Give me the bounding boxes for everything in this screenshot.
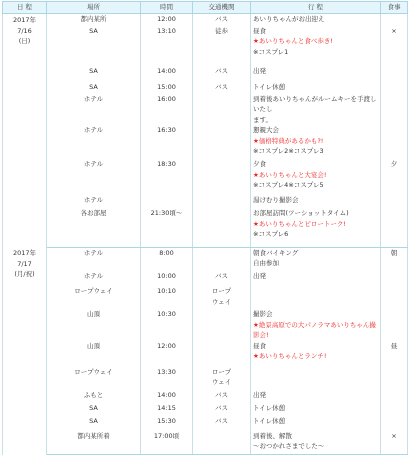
itinerary-cell: [251, 403, 381, 416]
table-row: [3, 125, 408, 159]
table-row: [3, 82, 408, 94]
table-row: [3, 208, 408, 247]
transport-cell: [193, 66, 251, 82]
time-cell: 10:30: [141, 309, 193, 341]
itinerary-cell: [251, 341, 381, 367]
transport-cell: [193, 94, 251, 126]
meal-cell: 朝: [381, 247, 408, 271]
place-cell: SA: [47, 82, 141, 94]
itinerary-cell: [251, 82, 381, 94]
time-cell: 16:00: [141, 94, 193, 126]
time-cell: 12:00: [141, 14, 193, 26]
itinerary-highlight: ★あいりちゃんとピロートーク!: [253, 219, 346, 228]
table-row: [3, 271, 408, 286]
itinerary-line: トイレ休憩: [253, 82, 286, 91]
itinerary-cell: [251, 431, 381, 455]
itinerary-line: 撮影会: [253, 310, 273, 318]
place-cell: SA: [47, 26, 141, 66]
table-row: [3, 66, 408, 82]
place-cell: 山頂: [47, 341, 141, 367]
itinerary-line: 夕食: [253, 160, 266, 168]
place-cell: SA: [47, 403, 141, 416]
itinerary-line: お部屋訪問(ツーショットタイム): [253, 209, 349, 217]
table-row: [3, 94, 408, 126]
table-row: [3, 195, 408, 208]
itinerary-line: トイレ休憩: [253, 403, 286, 412]
transport-cell: [193, 367, 251, 390]
itinerary-line: ※コスプレ2※コスプレ3: [253, 147, 324, 155]
day-date-line: 2017年: [12, 249, 37, 257]
place-cell: ロープウェイ: [47, 367, 141, 390]
meal-cell: ×: [381, 431, 408, 455]
table-row: [3, 286, 408, 309]
transport-line: バス: [215, 15, 228, 23]
transport-line: ウェイ: [211, 297, 232, 306]
transport-line: ウェイ: [211, 378, 232, 386]
transport-cell: [193, 26, 251, 66]
transport-cell: [193, 208, 251, 247]
itinerary-line: 到着後あいりちゃんがルームキーを手渡しいたし: [253, 94, 377, 113]
itinerary-line: ※コスプレ4※コスプレ5: [253, 181, 324, 189]
itinerary-cell: [251, 159, 381, 195]
itinerary-table: [2, 1, 408, 455]
table-row: [3, 367, 408, 390]
itinerary-cell: [251, 390, 381, 403]
itinerary-cell: [251, 416, 381, 431]
table-row: [3, 403, 408, 416]
header-date: 日 程: [3, 2, 47, 14]
transport-cell: [193, 416, 251, 431]
meal-cell: [381, 208, 408, 247]
transport-cell: [193, 431, 251, 455]
itinerary-cell: [251, 125, 381, 159]
meal-cell: [381, 82, 408, 94]
itinerary-cell: [251, 247, 381, 271]
time-cell: 10:00: [141, 271, 193, 286]
itinerary-line: ます。: [253, 115, 272, 124]
itinerary-highlight: ★あいりちゃんと食べ歩き!: [253, 37, 333, 45]
table-body: [3, 14, 408, 455]
header-time: 時間: [141, 2, 193, 14]
transport-cell: [193, 82, 251, 94]
meal-cell: [381, 66, 408, 82]
transport-cell: [193, 247, 251, 271]
itinerary-cell: [251, 271, 381, 286]
place-cell: SA: [47, 66, 141, 82]
day-date-line: (月/祝): [14, 270, 35, 278]
transport-cell: [193, 403, 251, 416]
time-cell: 17:00頃: [141, 431, 193, 455]
place-cell: ホテル: [47, 159, 141, 195]
time-cell: 14:00: [141, 66, 193, 82]
meal-cell: 昼: [381, 341, 408, 367]
itinerary-highlight: ★価格特典があるかも?!: [253, 136, 324, 145]
place-cell: ふもと: [47, 390, 141, 403]
meal-cell: [381, 94, 408, 126]
table-row: [3, 416, 408, 431]
itinerary-line: あいりちゃんがお出迎え: [253, 15, 325, 23]
time-cell: 18:30: [141, 159, 193, 195]
time-cell: [141, 195, 193, 208]
itinerary-line: 〜おつかれさまでした〜: [253, 442, 325, 450]
place-cell: 各お部屋: [47, 208, 141, 247]
time-cell: 14:15: [141, 403, 193, 416]
itinerary-cell: [251, 286, 381, 309]
itinerary-line: 自由参加: [253, 259, 279, 267]
itinerary-line: 懇親大会: [253, 126, 279, 134]
transport-line: ロープ: [211, 367, 232, 376]
transport-cell: [193, 341, 251, 367]
itinerary-cell: [251, 208, 381, 247]
place-cell: ホテル: [47, 125, 141, 159]
itinerary-cell: [251, 14, 381, 26]
transport-cell: [193, 309, 251, 341]
itinerary-cell: [251, 367, 381, 390]
header-itinerary: 行 程: [251, 2, 381, 14]
meal-cell: [381, 309, 408, 341]
itinerary-line: トイレ休憩: [253, 416, 286, 425]
place-cell: SA: [47, 416, 141, 431]
meal-cell: [381, 271, 408, 286]
table-row: [3, 431, 408, 455]
time-cell: 15:00: [141, 82, 193, 94]
transport-cell: [193, 390, 251, 403]
transport-line: 徒歩: [215, 26, 228, 35]
itinerary-line: 昼食: [253, 341, 266, 350]
meal-cell: ×: [381, 26, 408, 66]
day-date-line: 2017年: [12, 16, 37, 24]
meal-cell: [381, 195, 408, 208]
place-cell: ホテル: [47, 271, 141, 286]
itinerary-cell: [251, 195, 381, 208]
meal-cell: [381, 367, 408, 390]
place-cell: ホテル: [47, 195, 141, 208]
time-cell: 14:00: [141, 390, 193, 403]
transport-cell: [193, 14, 251, 26]
header-place: 場所: [47, 2, 141, 14]
table-row: [3, 390, 408, 403]
place-cell: 都内某所: [47, 14, 141, 26]
time-cell: 15:30: [141, 416, 193, 431]
time-cell: 12:00: [141, 341, 193, 367]
meal-cell: [381, 14, 408, 26]
place-cell: ロープウェイ: [47, 286, 141, 309]
itinerary-line: ※コスプレ1: [253, 47, 289, 56]
itinerary-cell: [251, 26, 381, 66]
itinerary-line: 出発: [253, 272, 266, 280]
transport-cell: [193, 271, 251, 286]
itinerary-highlight: ★絶景高原での大パノラマあいりちゃん撮影会!: [253, 320, 376, 339]
table-row: [3, 26, 408, 66]
table-row: [3, 159, 408, 195]
table-row: [3, 14, 408, 26]
itinerary-highlight: ★あいりちゃんと大宴会!: [253, 170, 327, 179]
meal-cell: 夕: [381, 159, 408, 195]
time-cell: 16:30: [141, 125, 193, 159]
header-transport: 交通機関: [193, 2, 251, 14]
day-date-line: 7/17: [17, 259, 32, 268]
day-date-line: (日): [18, 37, 31, 45]
table-header: [3, 2, 408, 14]
meal-cell: [381, 286, 408, 309]
transport-line: バス: [215, 272, 228, 280]
transport-line: ロープ: [211, 287, 232, 295]
meal-cell: [381, 416, 408, 431]
transport-line: バス: [215, 82, 228, 91]
itinerary-line: 昼食: [253, 26, 266, 35]
transport-cell: [193, 286, 251, 309]
transport-line: バス: [215, 66, 228, 75]
time-cell: 13:10: [141, 26, 193, 66]
itinerary-line: 湯けむり撮影会: [253, 196, 299, 204]
transport-line: バス: [215, 403, 228, 412]
itinerary-line: ※コスプレ6: [253, 230, 289, 238]
place-cell: ホテル: [47, 247, 141, 271]
transport-line: バス: [215, 416, 228, 425]
itinerary-highlight: ★あいりちゃんとランチ!: [253, 352, 327, 360]
table-row: [3, 247, 408, 271]
place-cell: 山頂: [47, 309, 141, 341]
day-date-cell: [3, 14, 47, 248]
itinerary-line: 出発: [253, 66, 266, 75]
itinerary-cell: [251, 94, 381, 126]
time-cell: 10:10: [141, 286, 193, 309]
transport-cell: [193, 195, 251, 208]
itinerary-line: 朝食バイキング: [253, 248, 299, 257]
time-cell: 13:30: [141, 367, 193, 390]
place-cell: ホテル: [47, 94, 141, 126]
itinerary-line: 出発: [253, 390, 266, 399]
itinerary-line: 到着後、解散: [253, 431, 292, 440]
day-date-line: 7/16: [17, 26, 32, 35]
table-row: [3, 341, 408, 367]
time-cell: 8:00: [141, 247, 193, 271]
table-row: [3, 309, 408, 341]
place-cell: 都内某所着: [47, 431, 141, 455]
time-cell: 21:30頃〜: [141, 208, 193, 247]
itinerary-cell: [251, 66, 381, 82]
transport-line: バス: [215, 390, 228, 399]
day-date-cell: [3, 247, 47, 455]
header-meal: 食事: [381, 2, 408, 14]
itinerary-cell: [251, 309, 381, 341]
transport-cell: [193, 159, 251, 195]
meal-cell: [381, 125, 408, 159]
meal-cell: [381, 390, 408, 403]
meal-cell: [381, 403, 408, 416]
transport-cell: [193, 125, 251, 159]
